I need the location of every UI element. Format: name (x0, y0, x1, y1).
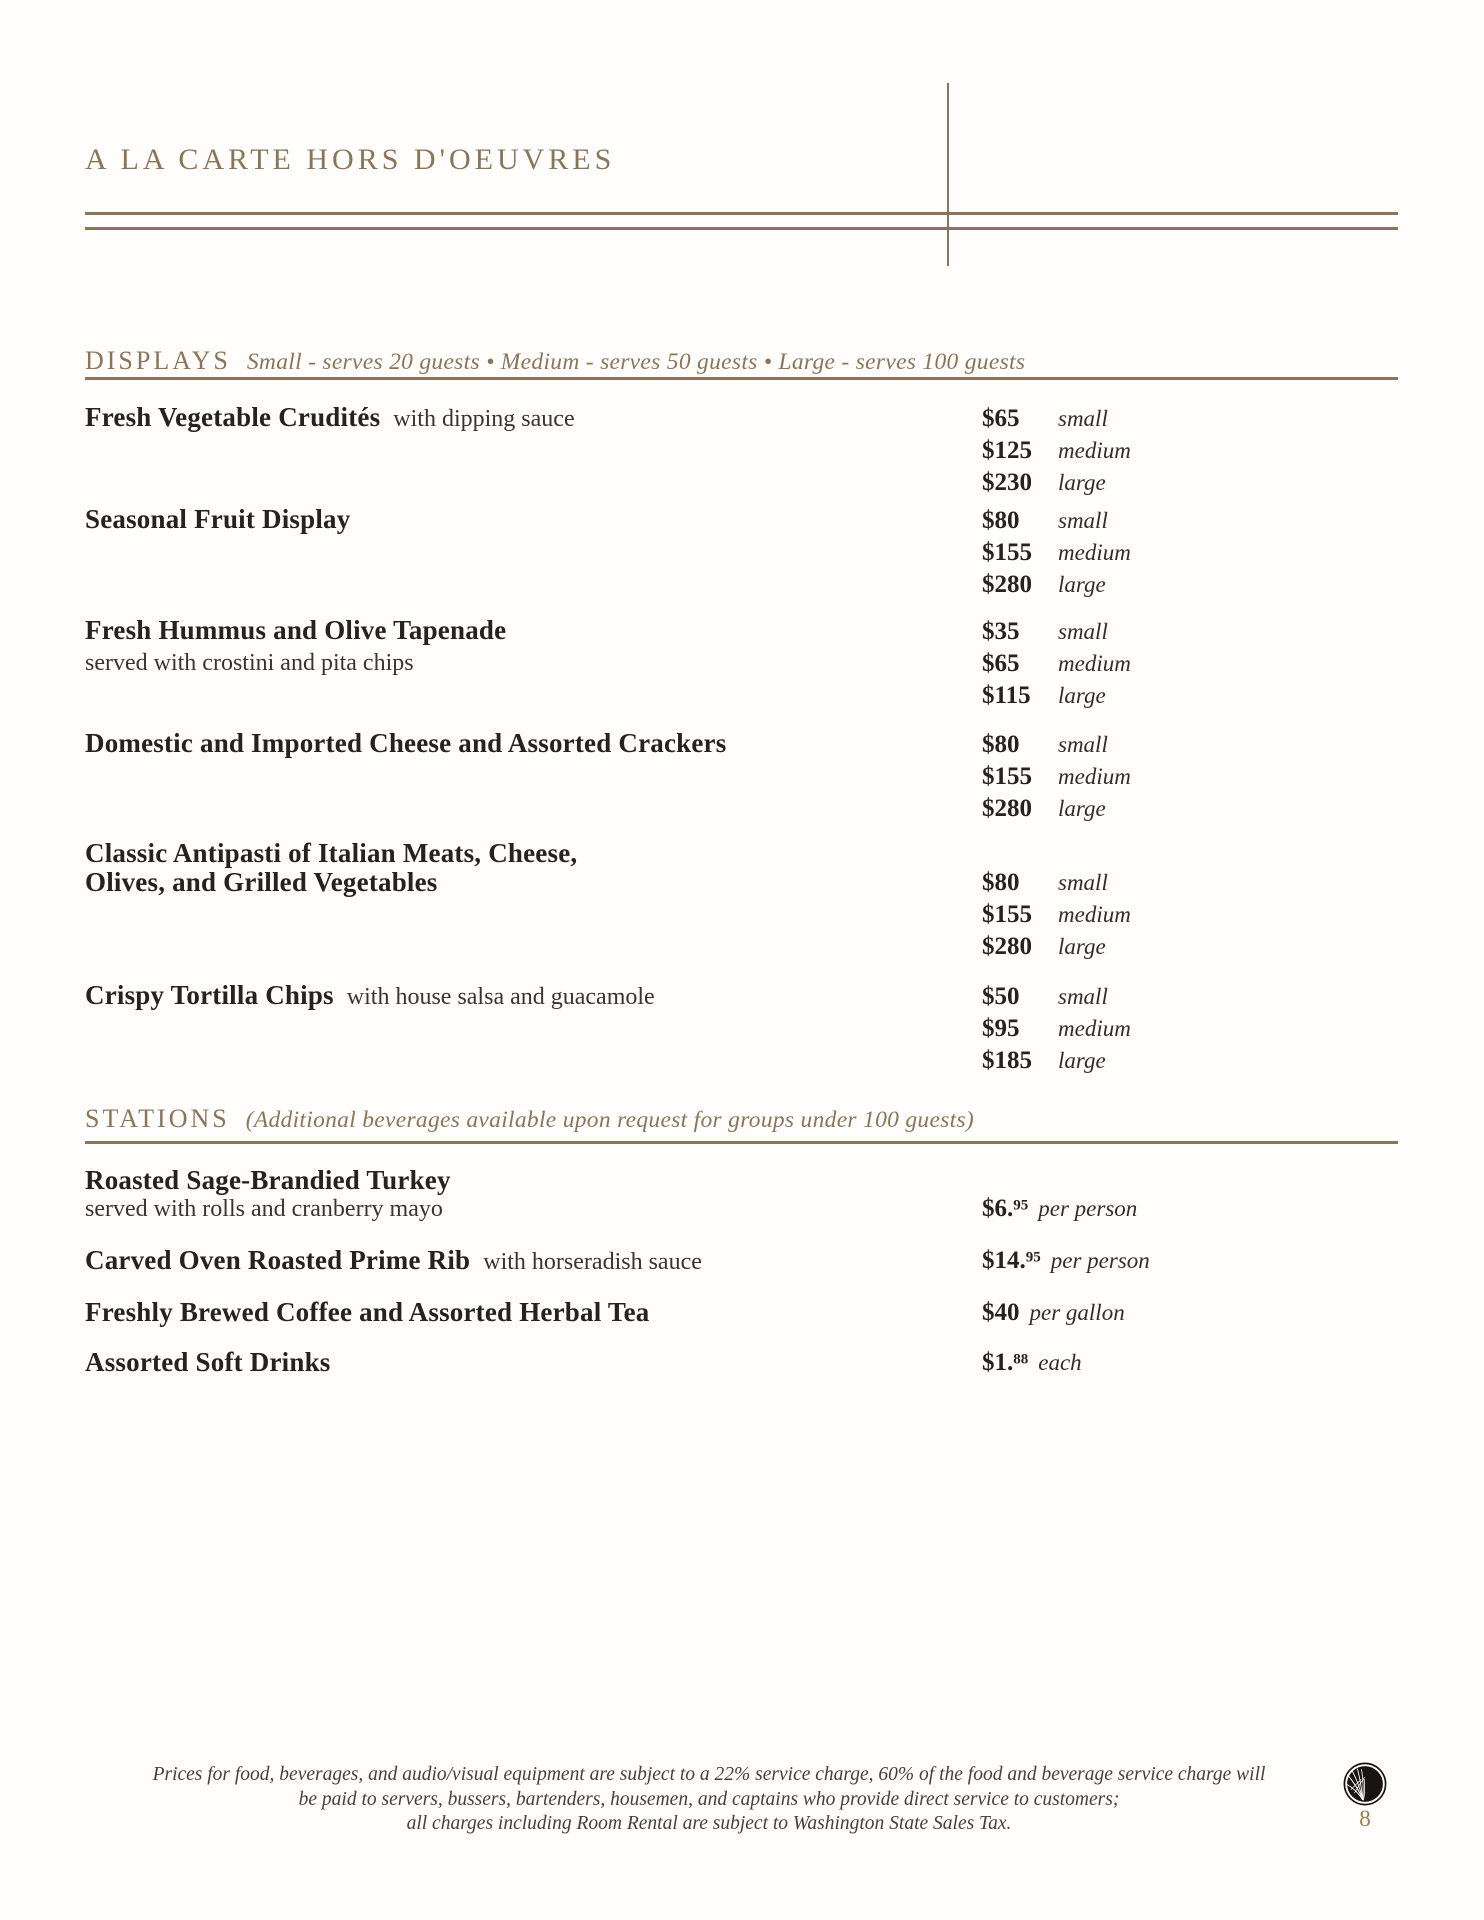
item-name: Assorted Soft Drinks (85, 1347, 331, 1377)
item-name: Carved Oven Roasted Prime Rib (85, 1245, 471, 1275)
item-description: served with crostini and pita chips (85, 650, 414, 676)
item-description: with dipping sauce (393, 406, 575, 432)
price-size-label: medium (1058, 1016, 1131, 1041)
header-vertical-rule (947, 83, 949, 266)
price-amount: $155 (982, 539, 1032, 566)
price-amount: $65 (982, 650, 1020, 677)
item-name: Seasonal Fruit Display (85, 504, 351, 534)
item-name: Fresh Vegetable Crudités (85, 402, 381, 432)
price-row (982, 435, 1131, 467)
item-description: with horseradish sauce (483, 1249, 702, 1275)
price-amount: $95 (982, 1015, 1020, 1042)
menu-item (85, 1166, 451, 1199)
price-row (982, 648, 1131, 680)
price-size-label: small (1058, 406, 1108, 431)
page-number: 8 (1359, 1806, 1371, 1831)
price-row (982, 1013, 1131, 1045)
price-amount: $40 (982, 1299, 1020, 1326)
price-amount: $1. (982, 1349, 1014, 1376)
price-cents: 88 (1013, 1351, 1029, 1368)
item-price (982, 1348, 1082, 1381)
item-price (982, 1246, 1150, 1279)
menu-item (85, 981, 655, 1014)
price-amount: $280 (982, 795, 1032, 822)
stations-section-rule (85, 1141, 1398, 1144)
menu-item-name-line2 (85, 868, 438, 901)
menu-item (85, 1246, 702, 1279)
price-unit-label: per person (1038, 1196, 1138, 1221)
item-price-list (982, 981, 1131, 1077)
stations-heading-label: STATIONS (85, 1104, 230, 1133)
price-size-label: large (1058, 683, 1106, 708)
page-title: A LA CARTE HORS D'OEUVRES (85, 143, 616, 176)
price-size-label: large (1058, 934, 1106, 959)
price-row (982, 1045, 1131, 1077)
displays-heading-subtitle: Small - serves 20 guests • Medium - serves 50 guests • Large - serves 100 guests (246, 349, 1026, 375)
price-row (982, 793, 1131, 825)
price-row (982, 680, 1131, 712)
price-amount: $14. (982, 1247, 1026, 1274)
price-unit-label: per person (1050, 1248, 1150, 1273)
price-amount: $230 (982, 469, 1032, 496)
price-size-label: medium (1058, 438, 1131, 463)
price-row (982, 403, 1131, 435)
price-size-label: medium (1058, 651, 1131, 676)
price-row (982, 899, 1131, 931)
service-charge-disclaimer (142, 1763, 1276, 1837)
menu-item (85, 729, 726, 762)
price-amount: $185 (982, 1047, 1032, 1074)
header-double-rule-bottom (85, 227, 1398, 230)
disclaimer-line: Prices for food, beverages, and audio/visual equipment are subject to a 22% service charge, 60% of the food and beverage service charge will (152, 1764, 1266, 1785)
price-amount: $50 (982, 983, 1020, 1010)
disclaimer-line: be paid to servers, bussers, bartenders, housemen, and captains who provide direct service to customers; (298, 1788, 1120, 1810)
displays-section-heading (85, 346, 1025, 376)
price-cents: 95 (1025, 1249, 1041, 1266)
item-price (982, 1194, 1137, 1227)
price-row (982, 467, 1131, 499)
price-row (982, 729, 1131, 761)
price-size-label: large (1058, 470, 1106, 495)
menu-item (85, 1298, 649, 1331)
price-row (982, 537, 1131, 569)
displays-heading-label: DISPLAYS (85, 346, 231, 375)
price-unit-label: each (1038, 1350, 1082, 1375)
displays-section-rule (85, 377, 1398, 380)
menu-item (85, 505, 350, 538)
price-amount: $155 (982, 901, 1032, 928)
disclaimer-line: all charges including Room Rental are subject to Washington State Sales Tax. (406, 1813, 1012, 1834)
item-price-list (982, 616, 1131, 712)
price-size-label: medium (1058, 764, 1131, 789)
price-row (982, 931, 1131, 963)
menu-item (85, 403, 575, 436)
item-name: Domestic and Imported Cheese and Assorted Crackers (85, 728, 727, 758)
item-name: Classic Antipasti of Italian Meats, Cheese, (85, 838, 578, 868)
item-name: Freshly Brewed Coffee and Assorted Herbal Tea (85, 1297, 650, 1327)
price-unit-label: per gallon (1029, 1300, 1125, 1325)
item-price-list (982, 403, 1131, 499)
grass-circle-logo-icon (1343, 1762, 1387, 1806)
price-amount: $80 (982, 869, 1020, 896)
price-size-label: medium (1058, 540, 1131, 565)
price-size-label: large (1058, 572, 1106, 597)
price-amount: $115 (982, 682, 1031, 709)
item-price-list (982, 505, 1131, 601)
price-size-label: small (1058, 619, 1108, 644)
price-row (982, 569, 1131, 601)
price-size-label: medium (1058, 902, 1131, 927)
price-size-label: small (1058, 870, 1108, 895)
price-amount: $65 (982, 405, 1020, 432)
price-amount: $80 (982, 507, 1020, 534)
price-size-label: small (1058, 984, 1108, 1009)
item-price (982, 1298, 1125, 1331)
stations-heading-subtitle: (Additional beverages available upon request for groups under 100 guests) (245, 1107, 975, 1133)
price-amount: $35 (982, 618, 1020, 645)
price-size-label: large (1058, 1048, 1106, 1073)
price-row (982, 616, 1131, 648)
price-size-label: small (1058, 508, 1108, 533)
price-row (982, 867, 1131, 899)
price-size-label: large (1058, 796, 1106, 821)
price-cents: 95 (1013, 1197, 1029, 1214)
price-amount: $6. (982, 1195, 1014, 1222)
header-double-rule-top (85, 212, 1398, 215)
stations-section-heading (85, 1104, 974, 1134)
item-name: Olives, and Grilled Vegetables (85, 867, 438, 897)
price-row (982, 505, 1131, 537)
price-amount: $280 (982, 571, 1032, 598)
price-amount: $155 (982, 763, 1032, 790)
menu-item (85, 616, 506, 649)
price-amount: $280 (982, 933, 1032, 960)
item-description: served with rolls and cranberry mayo (85, 1196, 443, 1222)
price-size-label: small (1058, 732, 1108, 757)
item-name: Crispy Tortilla Chips (85, 980, 334, 1010)
menu-item (85, 1348, 331, 1381)
item-name: Roasted Sage-Brandied Turkey (85, 1165, 451, 1195)
item-price-list (982, 867, 1131, 963)
price-row (982, 981, 1131, 1013)
item-name: Fresh Hummus and Olive Tapenade (85, 615, 507, 645)
item-price-list (982, 729, 1131, 825)
price-amount: $80 (982, 731, 1020, 758)
price-amount: $125 (982, 437, 1032, 464)
price-row (982, 761, 1131, 793)
item-description: with house salsa and guacamole (346, 984, 655, 1010)
